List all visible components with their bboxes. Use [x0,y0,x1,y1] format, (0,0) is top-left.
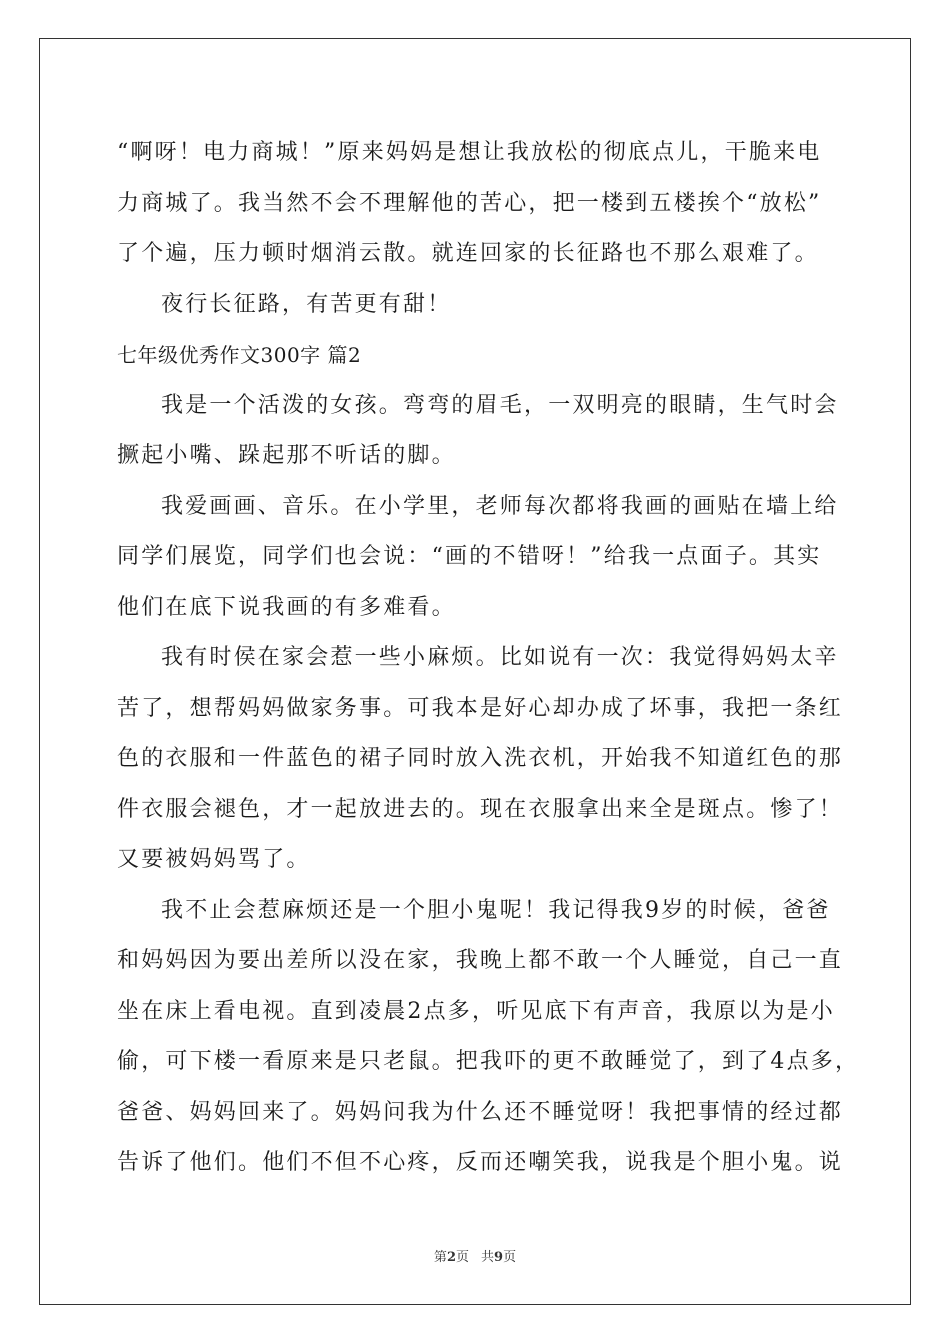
text-line: 夜行长征路，有苦更有甜！ [161,291,452,317]
text-line: 我有时侯在家会惹一些小麻烦。比如说有一次：我觉得妈妈太辛 [161,645,839,670]
text-line: 坐在床上看电视。直到凌晨2点多，听见底下有声音，我原以为是小 [117,998,835,1024]
text-line: 件衣服会褪色，才一起放进去的。现在衣服拿出来全是斑点。惨了！ [117,796,844,822]
text-line: 偷，可下楼一看原来是只老鼠。把我吓的更不敢睡觉了，到了4点多， [117,1049,860,1074]
text-line: 同学们展览，同学们也会说：“画的不错呀！”给我一点面子。其实 [117,544,822,569]
text-line: 了个遍，压力顿时烟消云散。就连回家的长征路也不那么艰难了。 [117,241,819,266]
text-line: 力商城了。我当然不会不理解他的苦心，把一楼到五楼挨个“放松” [117,190,822,216]
paragraph [117,886,860,1189]
total-suffix: 页 [503,1250,517,1265]
paragraph [117,633,844,886]
document-body [117,128,860,1189]
text-line: 他们在底下说我画的有多难看。 [117,594,456,620]
text-line: 苦了，想帮妈妈做家务事。可我本是好心却办成了坏事，我把一条红 [117,695,844,721]
essay-heading: 七年级优秀作文300字 篇2 [117,343,362,367]
page-footer [0,1246,950,1265]
text-line: 色的衣服和一件蓝色的裙子同时放入洗衣机，开始我不知道红色的那 [117,746,844,771]
paragraph [117,128,833,280]
paragraph [117,381,839,482]
text-line: 我是一个活泼的女孩。弯弯的眉毛，一双明亮的眼睛，生气时会 [161,392,839,418]
total-pages: 9 [494,1250,504,1265]
page-prefix: 第 [433,1250,447,1265]
total-prefix: 共 [481,1250,495,1265]
text-line: 撅起小嘴、跺起那不听话的脚。 [117,443,456,468]
text-line: “啊呀！电力商城！”原来妈妈是想让我放松的彻底点儿，干脆来电 [117,140,822,165]
text-line: 我不止会惹麻烦还是一个胆小鬼呢！我记得我9岁的时候，爸爸 [161,897,831,923]
page-suffix: 页 [455,1250,469,1265]
paragraph [117,280,833,331]
text-line: 告诉了他们。他们不但不心疼，反而还嘲笑我，说我是个胆小鬼。说 [117,1150,844,1175]
text-line: 我爱画画、音乐。在小学里，老师每次都将我画的画贴在墙上给 [161,493,839,519]
text-line: 爸爸、妈妈回来了。妈妈问我为什么还不睡觉呀！我把事情的经过都 [117,1099,844,1125]
text-line: 又要被妈妈骂了。 [117,847,311,872]
page-number: 2 [446,1250,456,1265]
paragraph [117,482,839,634]
text-line: 和妈妈因为要出差所以没在家，我晚上都不敢一个人睡觉，自己一直 [117,948,844,973]
